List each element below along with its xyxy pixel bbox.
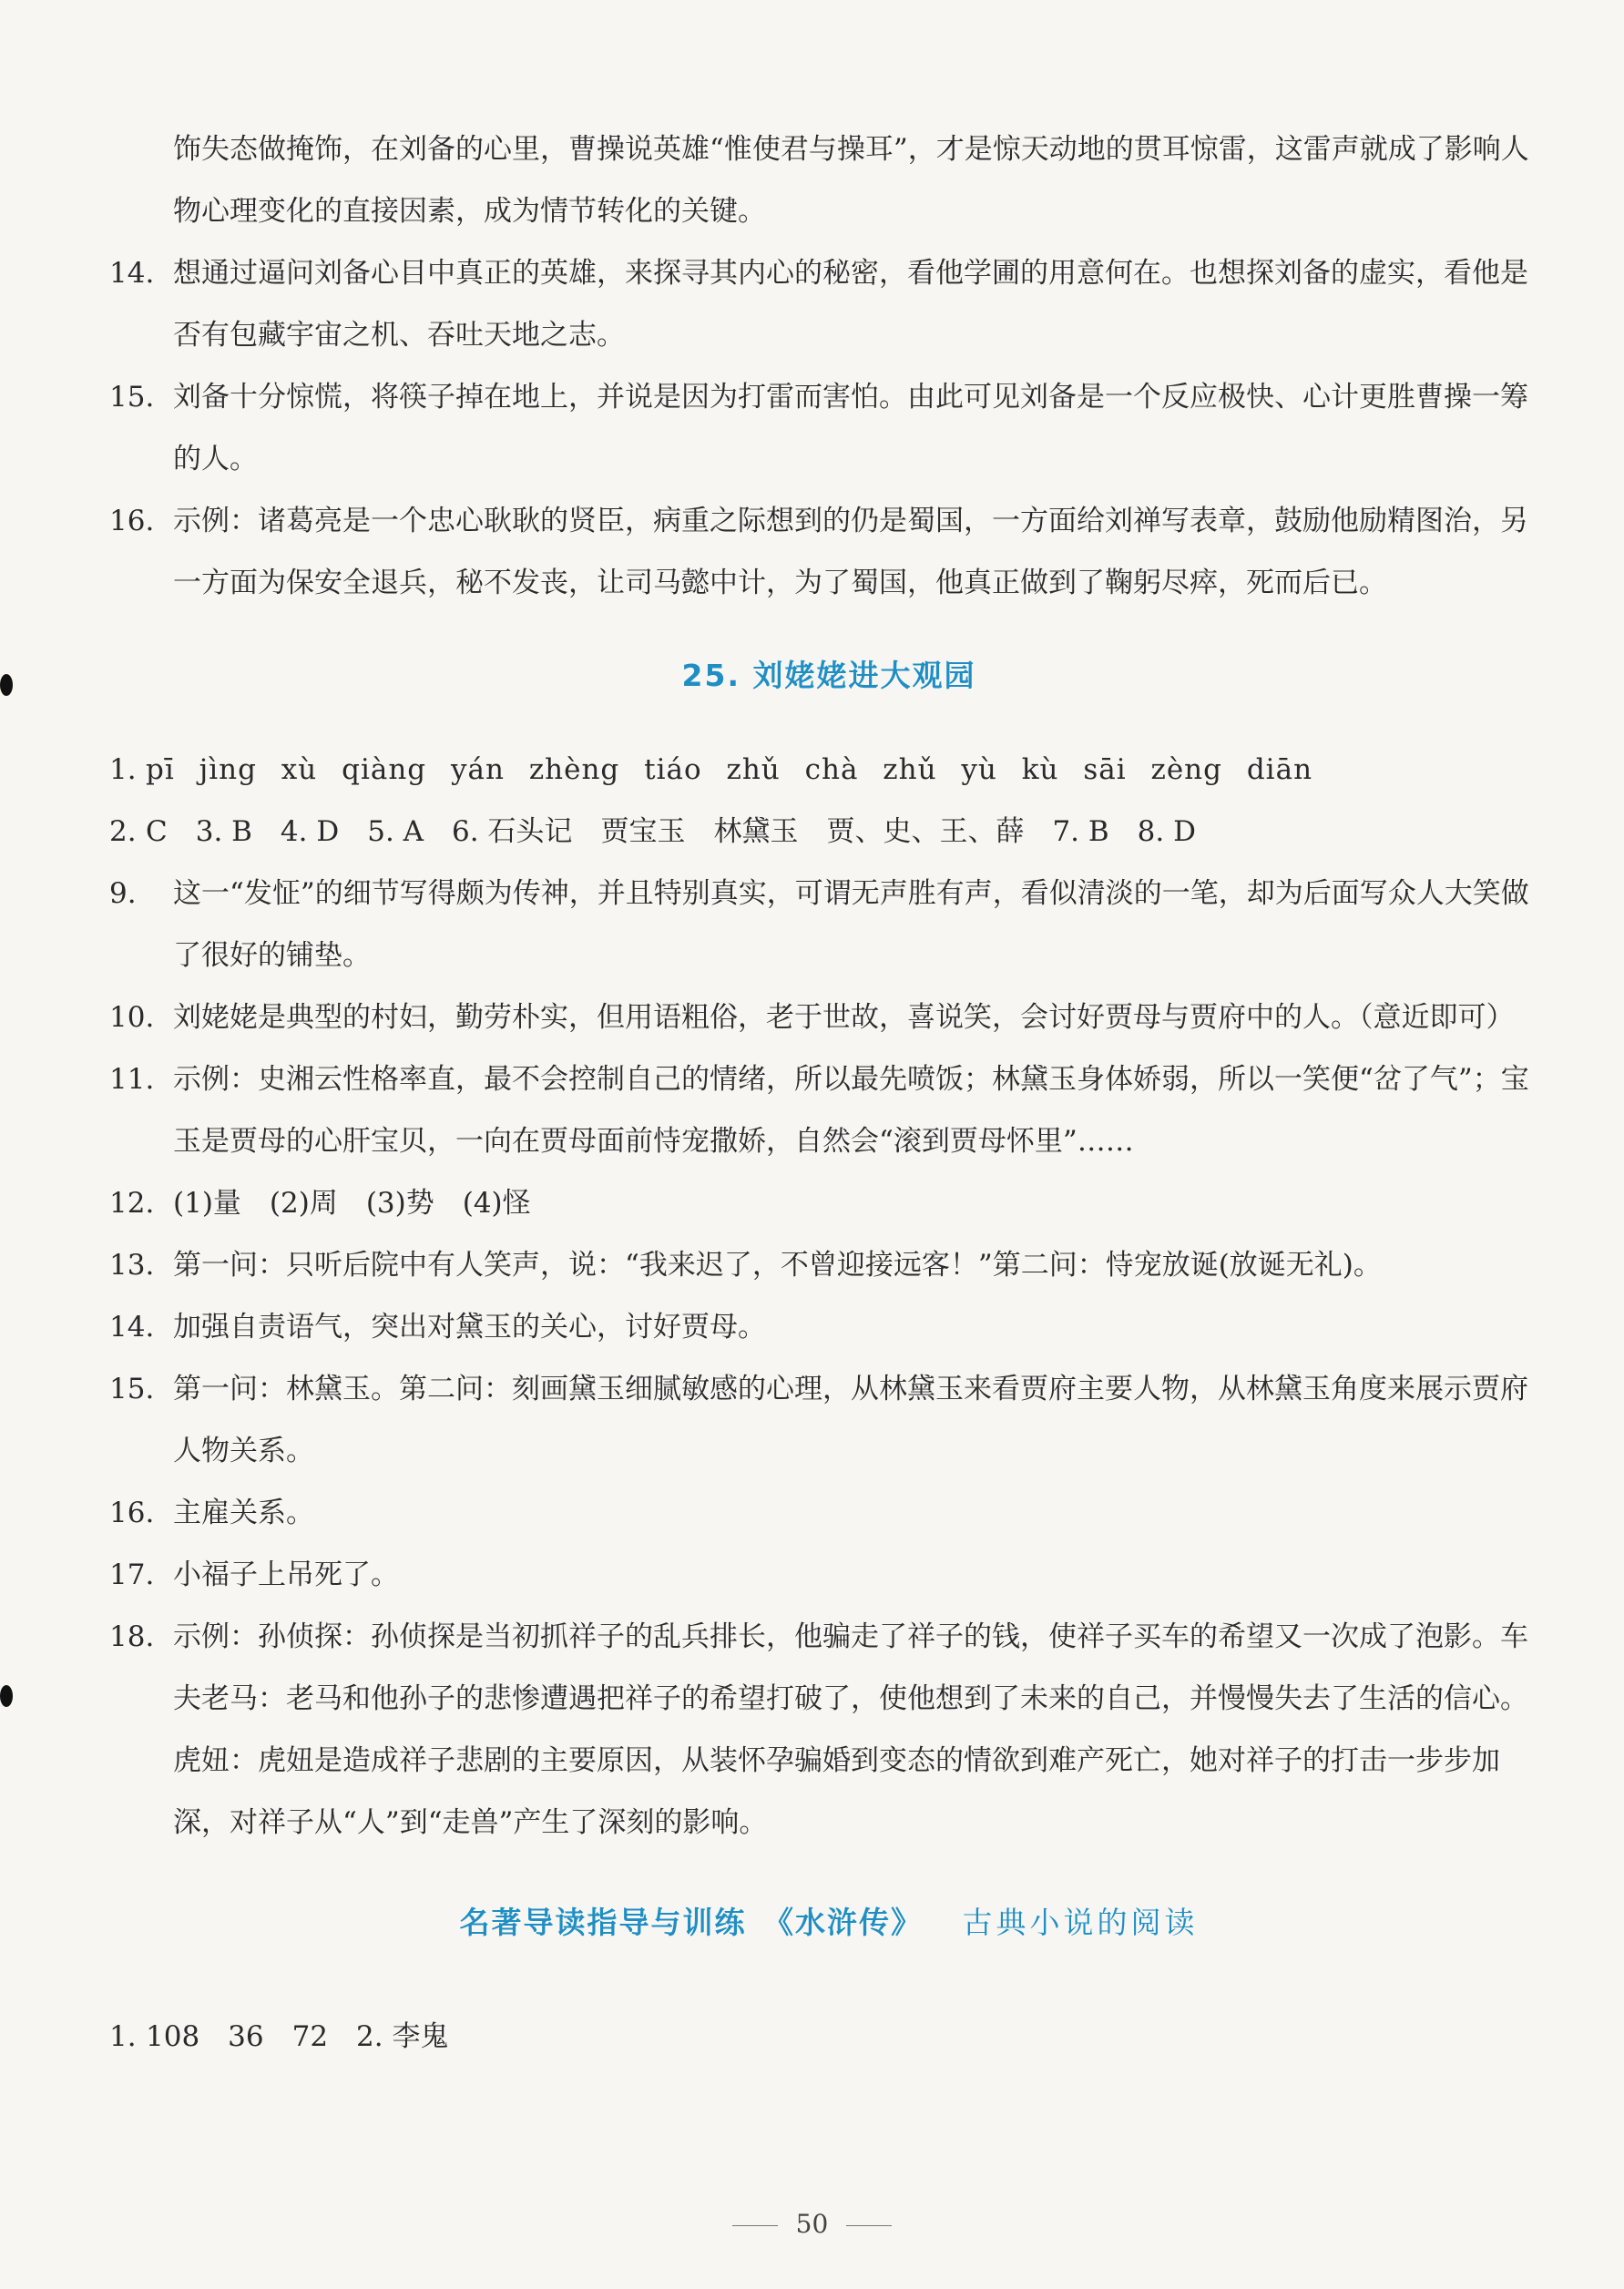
answer-item bbox=[109, 118, 1548, 242]
answer-item bbox=[109, 1234, 1548, 1296]
answer-text: C 3. B 4. D 5. A 6. 石头记 贾宝玉 林黛玉 贾、史、王、薛 7. B 8. D bbox=[146, 815, 1196, 848]
section-subtitle: 古典小说的阅读 bbox=[962, 1905, 1199, 1940]
answer-text: 示例：史湘云性格率直，最不会控制自己的情绪，所以最先喷饭；林黛玉身体娇弱，所以一笑便“岔了气”；宝玉是贾母的心肝宝贝，一向在贾母面前恃宠撒娇，自然会“滚到贾母怀里”…… bbox=[173, 1063, 1529, 1158]
answer-number: 15. bbox=[109, 1373, 155, 1405]
answer-number: 11. bbox=[109, 1063, 155, 1096]
pinyin-answers: pī jìng xù qiàng yán zhèng tiáo zhǔ chà zhǔ yù kù sāi zèng diān bbox=[146, 753, 1313, 786]
answer-item bbox=[109, 801, 1548, 863]
answer-text: 第一问：林黛玉。第二问：刻画黛玉细腻敏感的心理，从林黛玉来看贾府主要人物，从林黛玉角度来展示贾府人物关系。 bbox=[173, 1373, 1528, 1467]
answer-number: 16. bbox=[109, 505, 155, 537]
answer-number: 9. bbox=[109, 877, 137, 910]
answer-item bbox=[109, 1048, 1548, 1172]
answer-text: 刘姥姥是典型的村妇，勤劳朴实，但用语粗俗，老于世故，喜说笑，会讨好贾母与贾府中的人。（意近即可） bbox=[173, 1001, 1515, 1034]
answer-item bbox=[109, 1172, 1548, 1234]
answer-number: 14. bbox=[109, 1311, 155, 1344]
answer-number: 16. bbox=[109, 1497, 155, 1529]
answer-text: 第一问：只听后院中有人笑声，说：“我来迟了，不曾迎接远客！”第二问：恃宠放诞(放诞无礼)。 bbox=[173, 1249, 1382, 1282]
answer-item bbox=[109, 1296, 1548, 1358]
section-heading: 25. 刘姥姥进大观园 bbox=[681, 658, 976, 693]
answer-number: 2. bbox=[109, 815, 137, 848]
section-title: 名著导读指导与训练 《水浒传》 bbox=[459, 1905, 923, 1940]
page-number-dash bbox=[732, 2225, 778, 2226]
answer-item bbox=[109, 2006, 1548, 2068]
answer-text: 主雇关系。 bbox=[173, 1497, 314, 1529]
answer-number: 14. bbox=[109, 257, 155, 290]
page-number-dash bbox=[846, 2225, 892, 2226]
answer-item bbox=[109, 242, 1548, 366]
answer-item bbox=[109, 986, 1548, 1048]
answer-item bbox=[109, 863, 1548, 986]
margin-mark bbox=[0, 674, 13, 696]
answer-number: 15. bbox=[109, 381, 155, 414]
answer-text: (1)量 (2)周 (3)势 (4)怪 bbox=[173, 1187, 531, 1220]
answer-text: 饰失态做掩饰，在刘备的心里，曹操说英雄“惟使君与操耳”，才是惊天动地的贯耳惊雷，这雷声就成了影响人物心理变化的直接因素，成为情节转化的关键。 bbox=[173, 133, 1529, 228]
answer-number: 17. bbox=[109, 1558, 155, 1591]
section-heading bbox=[109, 1899, 1548, 1942]
answer-item bbox=[109, 366, 1548, 490]
answer-number: 18. bbox=[109, 1620, 155, 1653]
answer-number: 13. bbox=[109, 1249, 155, 1282]
answer-text: 加强自责语气，突出对黛玉的关心，讨好贾母。 bbox=[173, 1311, 766, 1344]
answer-item bbox=[109, 739, 1548, 801]
page-number: 50 bbox=[0, 2209, 1624, 2239]
answer-text: 小福子上吊死了。 bbox=[173, 1558, 399, 1591]
answer-text: 示例：诸葛亮是一个忠心耿耿的贤臣，病重之际想到的仍是蜀国，一方面给刘禅写表章，鼓励他励精图治，另一方面为保安全退兵，秘不发丧，让司马懿中计，为了蜀国，他真正做到了鞠躬尽瘁，死而后已。 bbox=[173, 505, 1528, 599]
margin-mark bbox=[0, 1685, 13, 1707]
answer-text: 想通过逼问刘备心目中真正的英雄，来探寻其内心的秘密，看他学圃的用意何在。也想探刘备的虚实，看他是否有包藏宇宙之机、吞吐天地之志。 bbox=[173, 257, 1528, 352]
answer-number: 1. bbox=[109, 2020, 137, 2053]
answer-text: 108 36 72 2. 李鬼 bbox=[146, 2020, 449, 2053]
answer-text: 示例：孙侦探：孙侦探是当初抓祥子的乱兵排长，他骗走了祥子的钱，使祥子买车的希望又一次成了泡影。车夫老马：老马和他孙子的悲惨遭遇把祥子的希望打破了，使他想到了未来的自己，并慢慢失去了生活的信心。虎妞：虎妞是造成祥子悲剧的主要原因，从装怀孕骗婚到变态的情欲到难产死亡，她对祥子的打击一步步加深，对祥子从“人”到“走兽”产生了深刻的影响。 bbox=[173, 1620, 1528, 1839]
answer-text: 这一“发怔”的细节写得颇为传神，并且特别真实，可谓无声胜有声，看似清淡的一笔，却为后面写众人大笑做了很好的铺垫。 bbox=[173, 877, 1529, 972]
answer-text: 刘备十分惊慌，将筷子掉在地上，并说是因为打雷而害怕。由此可见刘备是一个反应极快、心计更胜曹操一筹的人。 bbox=[173, 381, 1528, 475]
answer-number: 12. bbox=[109, 1187, 155, 1220]
answer-item bbox=[109, 1358, 1548, 1482]
answer-item bbox=[109, 1482, 1548, 1544]
answer-item bbox=[109, 1606, 1548, 1854]
answer-item bbox=[109, 490, 1548, 614]
answer-item bbox=[109, 1544, 1548, 1606]
answer-number: 10. bbox=[109, 1001, 155, 1034]
content-area bbox=[109, 118, 1548, 2068]
answer-number: 1. bbox=[109, 753, 137, 786]
